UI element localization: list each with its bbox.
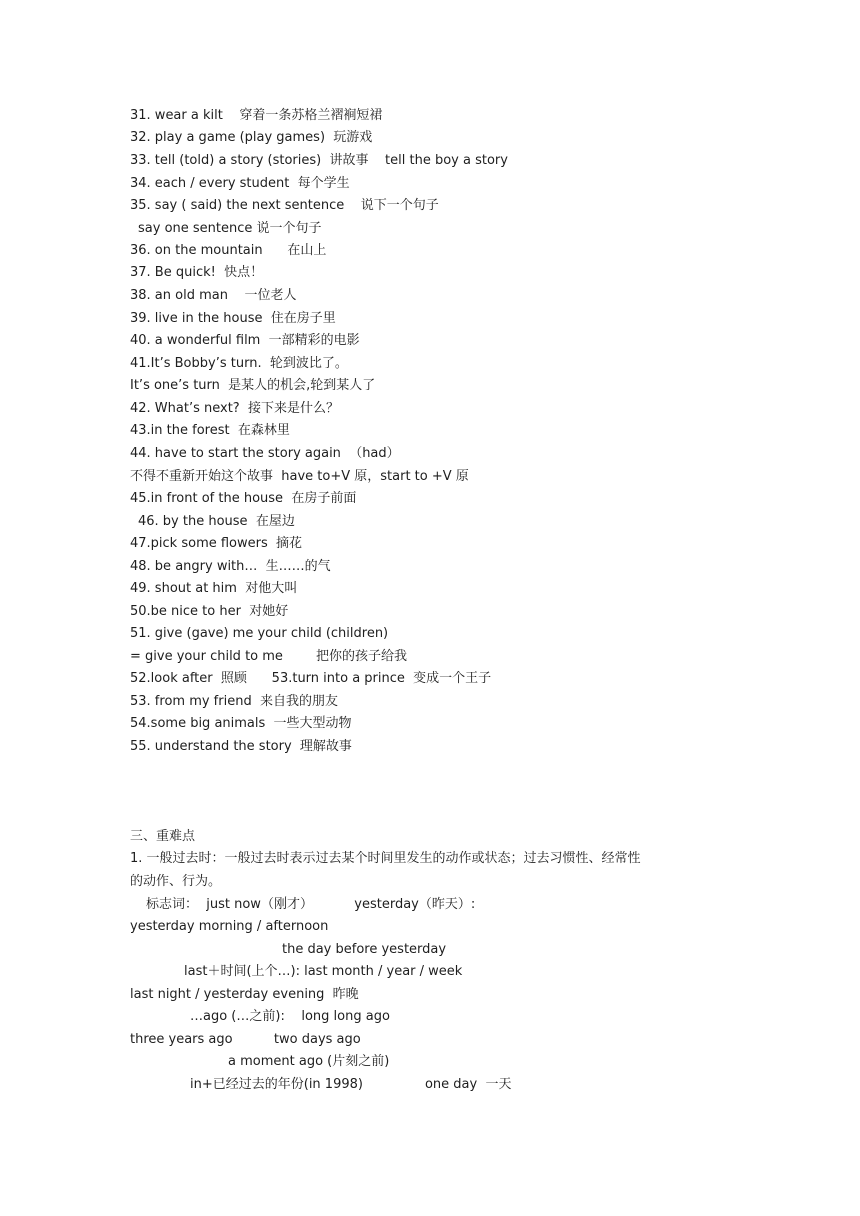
text-line: 34. each / every student 每个学生 <box>130 176 350 191</box>
text-line: a moment ago (片刻之前) <box>228 1054 390 1069</box>
text-line: 46. by the house 在屋边 <box>138 514 295 529</box>
text-line: 54.some big animals 一些大型动物 <box>130 716 352 731</box>
text-line: 32. play a game (play games) 玩游戏 <box>130 130 373 145</box>
text-line: three years ago two days ago <box>130 1032 361 1047</box>
section-heading: 三、重难点 <box>130 829 196 844</box>
text-line: It’s one’s turn 是某人的机会,轮到某人了 <box>130 378 376 393</box>
text-line: 53. from my friend 来自我的朋友 <box>130 694 338 709</box>
text-line: 51. give (gave) me your child (children) <box>130 626 389 641</box>
text-line: 37. Be quick! 快点！ <box>130 265 264 280</box>
text-line: yesterday morning / afternoon <box>130 919 329 934</box>
text-line: 52.look after 照顾 53.turn into a prince 变成一个王子 <box>130 671 492 686</box>
text-line: 55. understand the story 理解故事 <box>130 739 352 754</box>
text-line: 不得不重新开始这个故事 have to+V 原，start to +V 原 <box>130 469 469 484</box>
text-line: in+已经过去的年份(in 1998) one day 一天 <box>190 1077 512 1092</box>
text-line: 39. live in the house 住在房子里 <box>130 311 336 326</box>
text-line: 48. be angry with… 生……的气 <box>130 559 331 574</box>
text-line: last night / yesterday evening 昨晚 <box>130 987 359 1002</box>
text-line: the day before yesterday <box>282 942 447 957</box>
text-line: = give your child to me 把你的孩子给我 <box>130 649 407 664</box>
text-line: 44. have to start the story again （had） <box>130 446 400 461</box>
text-line: 41.It’s Bobby’s turn. 轮到波比了。 <box>130 356 348 371</box>
text-line: 49. shout at him 对他大叫 <box>130 581 298 596</box>
text-line: 43.in the forest 在森林里 <box>130 423 290 438</box>
text-line: 33. tell (told) a story (stories) 讲故事 tell the boy a story <box>130 153 508 168</box>
text-line: say one sentence 说一个句子 <box>138 221 322 236</box>
text-line: 47.pick some flowers 摘花 <box>130 536 303 551</box>
text-line: 的动作、行为。 <box>130 874 222 889</box>
text-line: …ago (…之前): long long ago <box>190 1009 390 1024</box>
text-line: 标志词： just now（刚才） yesterday（昨天）: <box>146 897 476 912</box>
text-line: 35. say ( said) the next sentence 说下一个句子 <box>130 198 439 213</box>
text-line: 31. wear a kilt 穿着一条苏格兰褶裥短裙 <box>130 108 383 123</box>
text-line: 45.in front of the house 在房子前面 <box>130 491 357 506</box>
text-line: 42. What’s next? 接下来是什么？ <box>130 401 339 416</box>
text-line: 40. a wonderful film 一部精彩的电影 <box>130 333 360 348</box>
text-line: 50.be nice to her 对她好 <box>130 604 289 619</box>
text-line: 38. an old man 一位老人 <box>130 288 297 303</box>
text-line: 36. on the mountain 在山上 <box>130 243 327 258</box>
text-line: 1. 一般过去时：一般过去时表示过去某个时间里发生的动作或状态；过去习惯性、经常性 <box>130 851 641 866</box>
text-line: last＋时间(上个…): last month / year / week <box>184 964 463 979</box>
